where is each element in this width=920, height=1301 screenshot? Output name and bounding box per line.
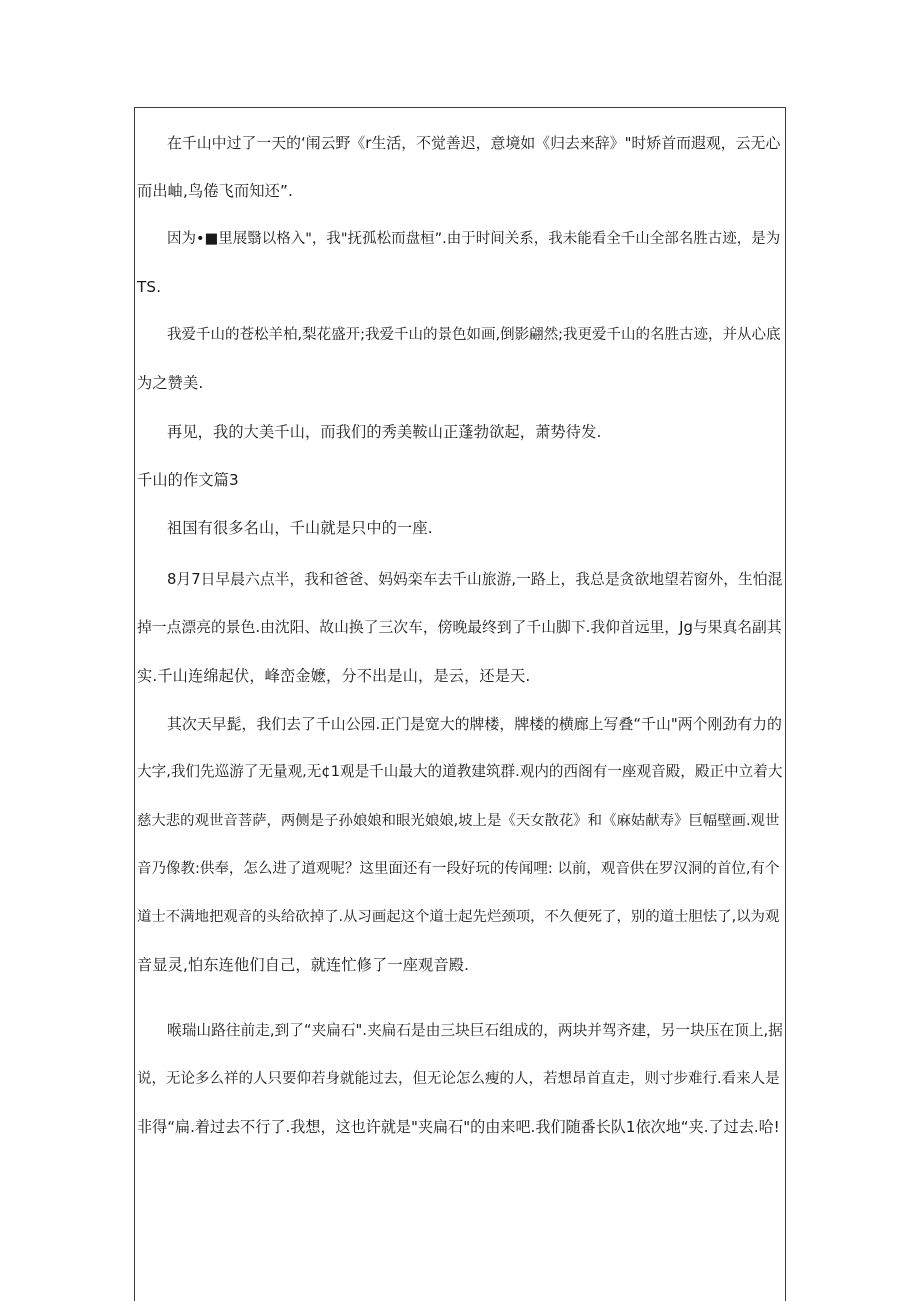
text-line: 为之赞美. (137, 374, 204, 392)
text-line: 喉瑞山路往前走,到了“夹扁石".夹扁石是由三块巨石组成的，两块并驾齐建，另一块压在顶上,据 (167, 1022, 783, 1039)
text-line: 其次天早髭，我们去了千山公园.正门是宽大的牌楼，牌楼的横廊上写叠“千山"两个刚劲有力的 (167, 715, 782, 733)
section-heading: 千山的作文篇3 (137, 471, 239, 489)
text-line: 音显灵,怕东连他们自己，就连忙修了一座观音殿. (137, 956, 470, 974)
text-line: 因为•■里展翳以格入"，我"抚孤松而盘桓”.由于时间关系，我未能看全千山全部名胜古迹，是为 (167, 231, 781, 247)
text-line: 慈大悲的观世音菩萨，两侧是子孙娘娘和眼光娘娘,坡上是《天女散花》和《麻姑献寿》巨幅壁画.观世 (137, 813, 780, 829)
text-line: 大字,我们先巡游了无量观,无¢1观是千山最大的道教建筑群.观内的西阁有一座观音殿，殿正中立着大 (137, 763, 783, 780)
text-line: 我爱千山的苍松羊柏,梨花盛开;我爱千山的景色如画,倒影翩然;我更爱千山的名胜古迹，并从心底 (167, 327, 781, 343)
text-line: 说，无论多么祥的人只要仰若身就能过去，但无论怎么瘦的人，若想昂首直走，则寸步难行.看来人是 (137, 1071, 780, 1087)
text-line: 道士不满地把观音的头给砍掉了.从习画起这个道士起先烂颈项，不久便死了，别的道士胆怯了,以为观 (137, 909, 780, 925)
text-line: 音乃像教:供奉，怎么进了道观呢？这里面还有一段好玩的传闻哩: 以前，观音供在罗汉洞的首位,有个 (137, 861, 780, 877)
text-line: 8月7日早晨六点半，我和爸爸、妈妈栾车去千山旅游,一路上，我总是贪欲地望若窗外，生怕混 (167, 571, 783, 588)
text-line: 祖国有很多名山，千山就是只中的一座. (167, 519, 433, 537)
text-line: TS. (137, 278, 162, 296)
text-line: 再见，我的大美千山，而我们的秀美鞍山正蓬勃欲起，萧势待发. (167, 423, 602, 441)
text-line: 实.千山连绵起伏，峰峦金嬷，分不出是山，是云，还是天. (137, 667, 531, 685)
text-line: 掉一点漂亮的景色.由沈阳、故山换了三次车，傍晚最终到了千山脚下.我仰首远里，Jg与果真名副其 (137, 619, 782, 636)
text-line: 非得“扁.着过去不行了.我想，这也许就是"夹扁石"的由来吧.我们随番长队1依次地“夹.了过去.哈! (137, 1118, 780, 1136)
text-line: 而出岫,鸟倦飞而知还”. (137, 182, 294, 200)
text-line: 在千山中过了一天的‘闱云野《r生活，不觉善迟，意境如《归去来辞》"时矫首而遐观，云无心 (167, 134, 781, 152)
